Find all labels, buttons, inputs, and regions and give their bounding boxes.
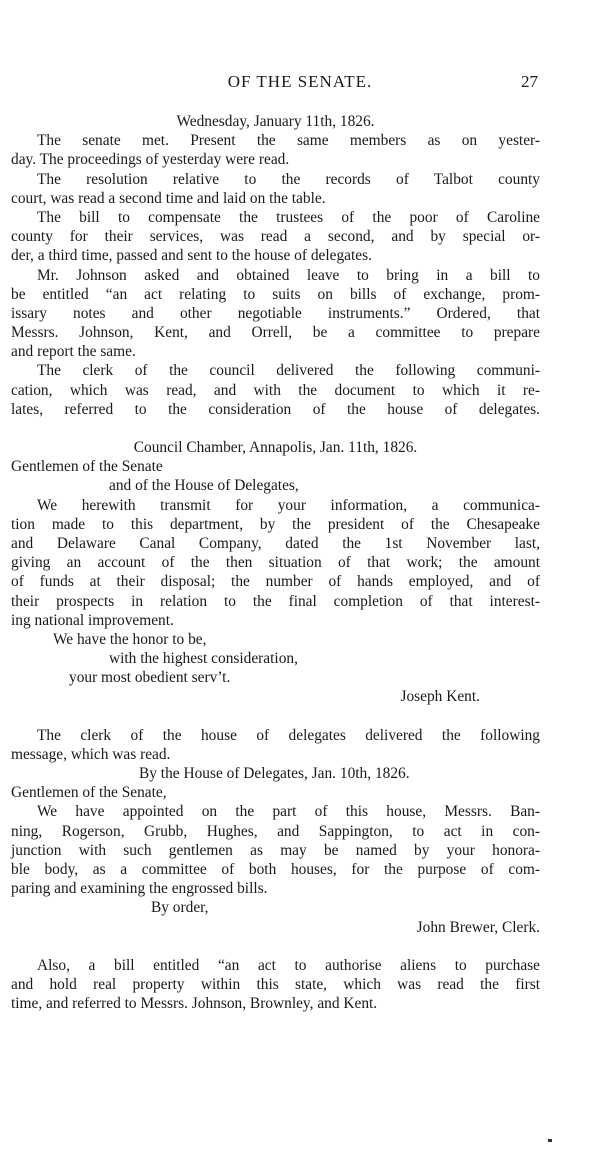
text-line: court, was read a second time and laid on the table. — [11, 189, 326, 207]
text-line: day. The proceedings of yesterday were read. — [11, 151, 290, 169]
closing-line: By order, — [151, 899, 209, 917]
text-line: junction with such gentlemen as may be named by your honora- — [11, 841, 540, 859]
text-line: Also, a bill entitled “an act to authorise aliens to purchase — [37, 956, 540, 974]
closing-line: We have the honor to be, — [53, 630, 207, 648]
text-line: ing national improvement. — [11, 611, 174, 629]
text-line: and Delaware Canal Company, dated the 1st November last, — [11, 534, 540, 552]
text-line: their prospects in relation to the final completion of that interest- — [11, 592, 540, 610]
salutation: Gentlemen of the Senate, — [11, 784, 167, 802]
page-number: 27 — [521, 72, 538, 91]
salutation: Gentlemen of the Senate — [11, 458, 163, 476]
signature: John Brewer, Clerk. — [416, 918, 540, 936]
text-line: county for their services, was read a second, and by special or- — [11, 228, 540, 246]
text-line: der, a third time, passed and sent to the house of delegates. — [11, 247, 372, 265]
page-body — [11, 112, 540, 1013]
text-line: and hold real property within this state, which was read the first — [11, 975, 540, 993]
text-line: ning, Rogerson, Grubb, Hughes, and Sappington, to act in con- — [11, 822, 540, 840]
closing-line: your most obedient serv’t. — [69, 669, 231, 687]
text-line: The bill to compensate the trustees of the poor of Caroline — [37, 208, 540, 226]
text-line: lates, referred to the consideration of the house of delegates. — [11, 400, 540, 418]
text-line: of funds at their disposal; the number of hands employed, and of — [11, 573, 540, 591]
text-line: We herewith transmit for your information, a communica- — [37, 496, 540, 514]
text-line: The senate met. Present the same members as on yester- — [37, 132, 540, 150]
text-line: The clerk of the house of delegates delivered the following — [37, 726, 540, 744]
ink-speck — [548, 1139, 552, 1142]
text-line: issary notes and other negotiable instruments.” Ordered, that — [11, 304, 540, 322]
text-line: time, and referred to Messrs. Johnson, Brownley, and Kent. — [11, 995, 378, 1013]
text-line: message, which was read. — [11, 745, 171, 763]
message-heading: By the House of Delegates, Jan. 10th, 1826. — [139, 765, 410, 782]
text-line: We have appointed on the part of this house, Messrs. Ban- — [37, 803, 540, 821]
text-line: be entitled “an act relating to suits on bills of exchange, prom- — [11, 285, 540, 303]
text-line: ble body, as a committee of both houses, for the purpose of com- — [11, 860, 540, 878]
closing-line: with the highest consideration, — [109, 650, 298, 668]
text-line: The resolution relative to the records of Talbot county — [37, 170, 540, 188]
text-line: The clerk of the council delivered the following communi- — [37, 362, 540, 380]
running-title: OF THE SENATE. — [227, 72, 373, 91]
page-header — [0, 72, 600, 98]
text-line: Mr. Johnson asked and obtained leave to bring in a bill to — [37, 266, 540, 284]
text-line: paring and examining the engrossed bills. — [11, 880, 268, 898]
text-line: cation, which was read, and with the document to which it re- — [11, 381, 540, 399]
letter-heading: Council Chamber, Annapolis, Jan. 11th, 1826. — [133, 439, 418, 456]
signature: Joseph Kent. — [400, 688, 480, 706]
text-line: Messrs. Johnson, Kent, and Orrell, be a committee to prepare — [11, 324, 540, 342]
text-line: tion made to this department, by the president of the Chesapeake — [11, 515, 540, 533]
text-line: giving an account of the then situation of that work; the amount — [11, 554, 540, 572]
date-heading: Wednesday, January 11th, 1826. — [176, 113, 375, 130]
salutation: and of the House of Delegates, — [109, 477, 299, 495]
text-line: and report the same. — [11, 343, 136, 361]
